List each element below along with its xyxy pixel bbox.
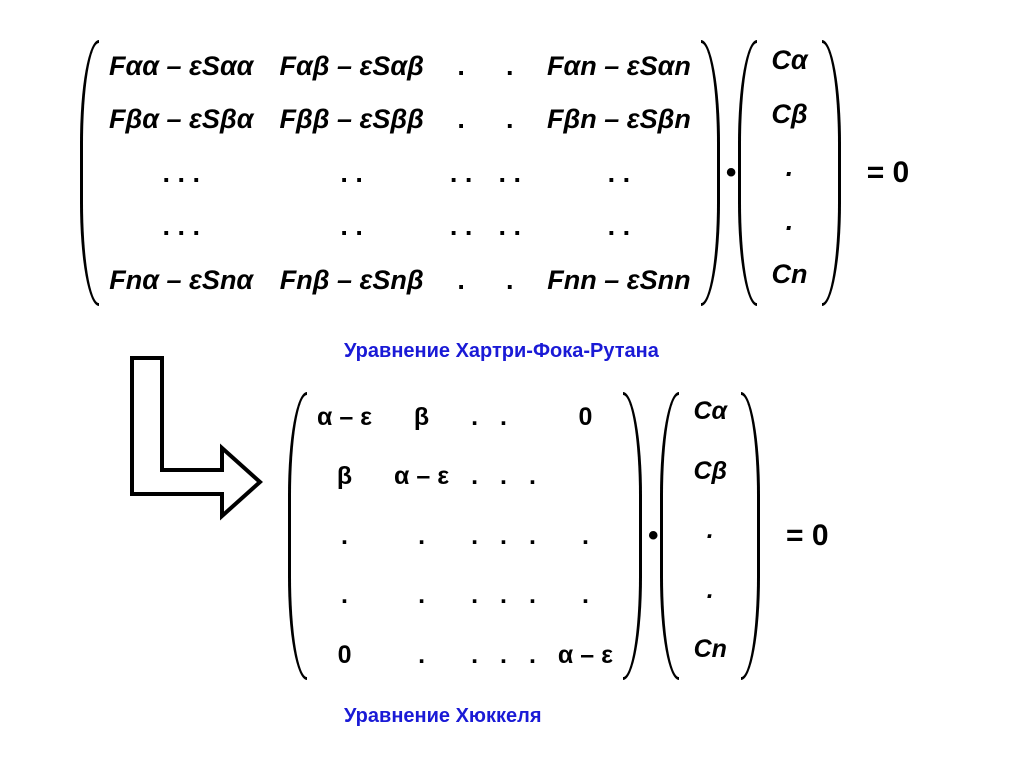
matrix-cell: . [528, 581, 536, 610]
matrix-cell: . . [607, 211, 631, 242]
matrix-cell: α – ε [557, 641, 613, 670]
matrix-cell: . [505, 50, 514, 81]
multiplication-dot: • [647, 519, 659, 552]
matrix-bracket-right [623, 392, 642, 680]
caption-hartree-fock-roothaan: Уравнение Хартри-Фока-Рутана [344, 340, 659, 362]
matrix-bracket-left [288, 392, 307, 680]
multiplication-dot: • [725, 156, 737, 189]
matrix-cell: . . [449, 157, 473, 188]
matrix-bracket-right [701, 40, 720, 306]
matrix-cell: . [500, 402, 507, 431]
matrix-cell: . [341, 521, 348, 550]
matrix-cell: . [500, 581, 507, 610]
matrix-cell: Fαα – εSαα [109, 50, 254, 81]
coefficient-vector [660, 392, 760, 680]
coefficient-vector [738, 40, 840, 306]
vector-cell: . [785, 152, 794, 183]
matrix-cell: Fαn – εSαn [546, 50, 691, 81]
matrix-cell: . . . [162, 211, 200, 242]
matrix-cell: Fββ – εSββ [279, 104, 424, 135]
matrix-cell: Fβn – εSβn [546, 104, 691, 135]
hartree-fock-roothaan-equation [80, 40, 909, 306]
huckel-equation [288, 392, 829, 680]
matrix-cell: . . [498, 211, 521, 242]
matrix-cell: . [500, 462, 507, 491]
matrix-cell: . [581, 521, 589, 550]
huckel-matrix [288, 392, 642, 680]
vector-cell: . [785, 205, 794, 236]
matrix-cell: . [505, 104, 514, 135]
equation-rhs: = 0 [786, 519, 829, 552]
matrix-cell: . [581, 581, 589, 610]
curved-arrow [118, 352, 268, 522]
coefficient-vector-grid [757, 40, 821, 306]
matrix-cell: . . . [162, 157, 200, 188]
matrix-cell: . [471, 521, 479, 550]
vector-cell: Cβ [771, 98, 808, 129]
vector-bracket-right [741, 392, 760, 680]
matrix-bracket-left [80, 40, 99, 306]
matrix-cell: . . [340, 211, 363, 242]
matrix-cell: . [471, 462, 479, 491]
vector-cell: Cβ [693, 456, 728, 485]
matrix-cell: . [418, 641, 426, 670]
matrix-cell: 0 [337, 641, 352, 670]
matrix-cell: Fαβ – εSαβ [279, 50, 424, 81]
fock-matrix [80, 40, 720, 306]
vector-cell: Cα [771, 45, 808, 75]
vector-cell: Cn [693, 635, 727, 664]
matrix-cell: 0 [578, 402, 593, 431]
matrix-cell: . [418, 521, 426, 550]
matrix-cell: β [413, 402, 430, 431]
equation-rhs: = 0 [866, 156, 910, 189]
matrix-cell: . [471, 581, 479, 610]
matrix-cell: . [505, 265, 514, 296]
vector-bracket-left [660, 392, 679, 680]
matrix-cell: α – ε [317, 402, 373, 431]
vector-cell: . [706, 575, 714, 604]
vector-cell: . [706, 516, 714, 545]
matrix-cell: . [457, 265, 465, 296]
matrix-cell: . . [498, 157, 521, 188]
matrix-cell: β [336, 462, 353, 491]
fock-matrix-grid [99, 40, 701, 306]
matrix-cell: . [528, 521, 536, 550]
vector-bracket-right [822, 40, 841, 306]
matrix-cell: . [341, 581, 348, 610]
matrix-cell: . [500, 521, 507, 550]
matrix-cell: . . [340, 157, 363, 188]
matrix-cell: . [471, 641, 479, 670]
matrix-cell: . [418, 581, 426, 610]
matrix-cell: Fβα – εSβα [109, 104, 254, 135]
matrix-cell: . [471, 402, 479, 431]
matrix-cell: . [500, 641, 507, 670]
vector-bracket-left [738, 40, 757, 306]
matrix-cell: Fnn – εSnn [547, 265, 691, 296]
matrix-cell: . [528, 462, 536, 491]
matrix-cell: . [457, 50, 465, 81]
matrix-cell: . [528, 641, 536, 670]
caption-huckel: Уравнение Хюккеля [344, 705, 542, 727]
huckel-matrix-grid [307, 392, 623, 680]
vector-cell: Cn [771, 259, 808, 290]
matrix-cell: Fnβ – εSnβ [279, 265, 424, 296]
coefficient-vector-grid [679, 392, 741, 680]
matrix-cell: . . [607, 157, 631, 188]
matrix-cell: Fnα – εSnα [109, 265, 254, 296]
matrix-cell: . [457, 104, 465, 135]
matrix-cell: . . [449, 211, 473, 242]
vector-cell: Cα [693, 397, 728, 425]
matrix-cell: α – ε [394, 462, 450, 491]
